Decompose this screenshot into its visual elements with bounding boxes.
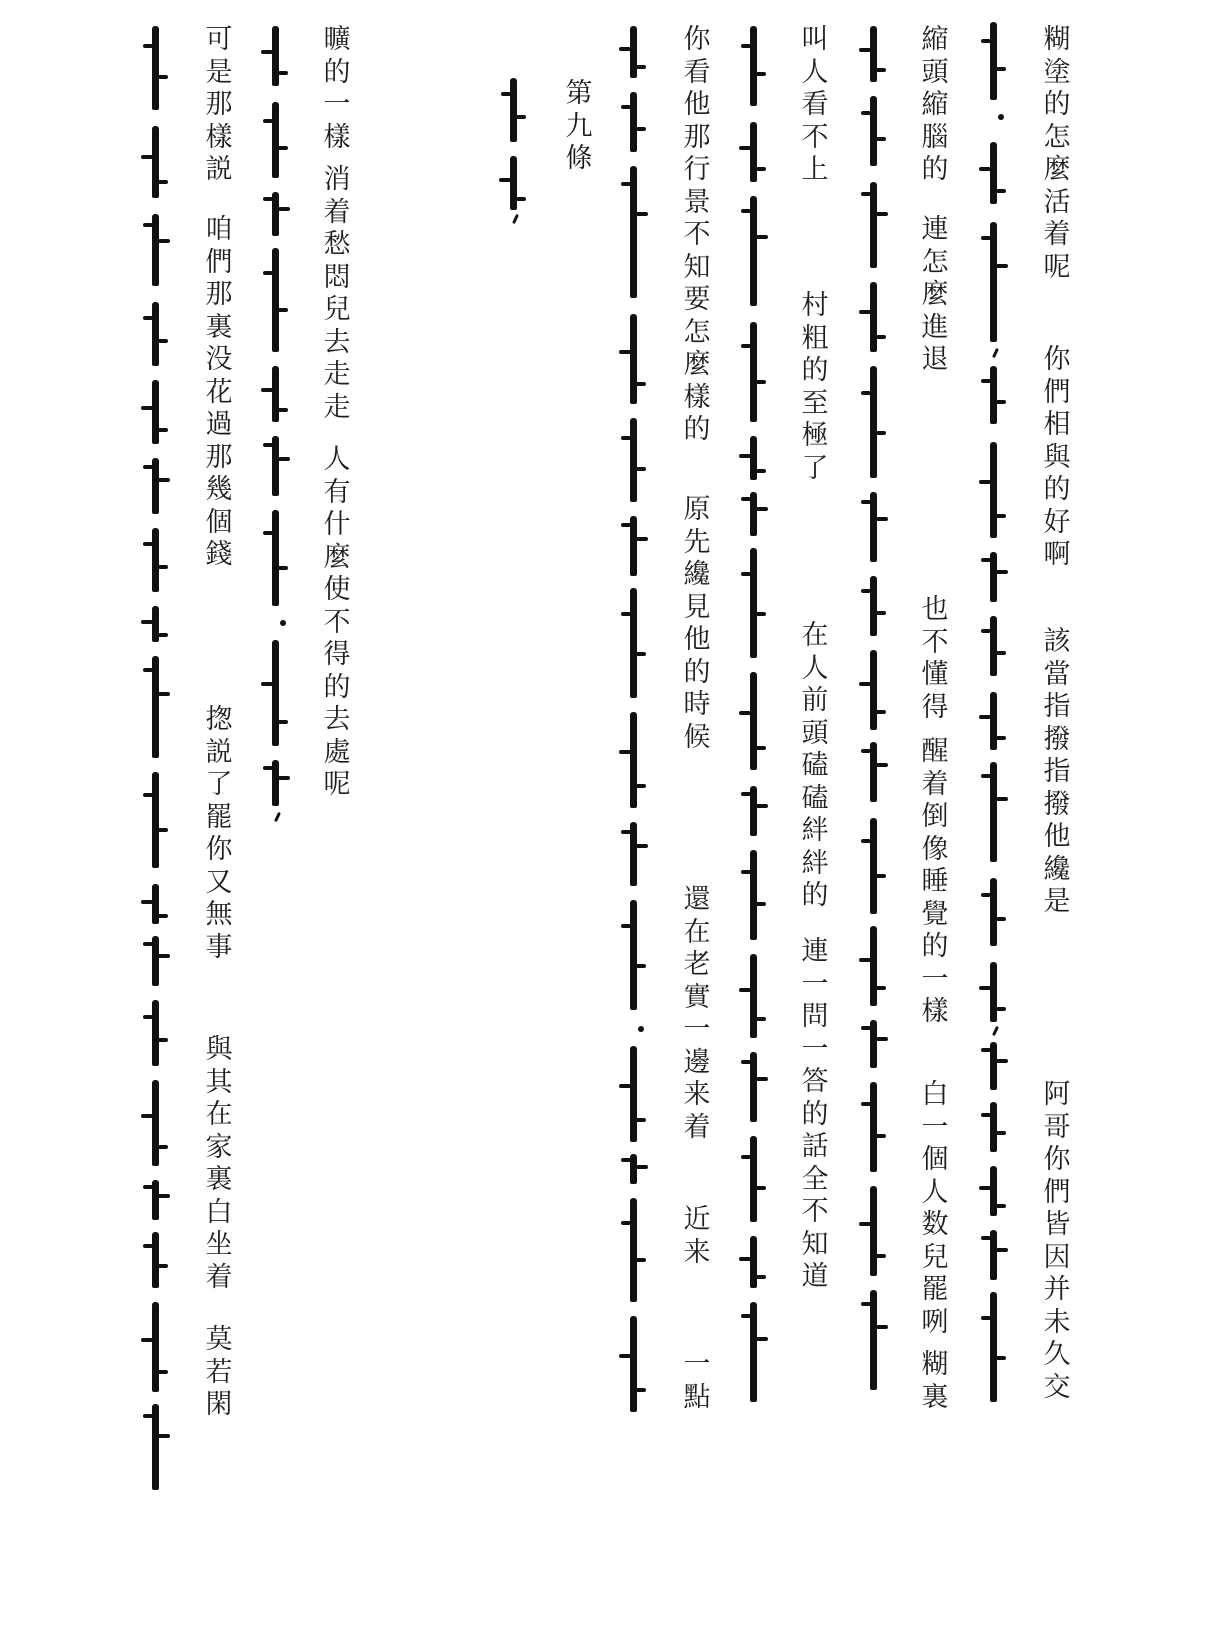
gloss-segment: 人有什麼使不得的去處呢 bbox=[323, 444, 351, 800]
gloss-segment: 阿哥你們皆因并未久交 bbox=[1043, 1079, 1071, 1403]
manchu-word bbox=[152, 528, 159, 592]
manchu-word bbox=[990, 1166, 997, 1216]
manchu-word bbox=[750, 1236, 757, 1288]
manchu-word bbox=[750, 1136, 757, 1222]
manchu-word bbox=[152, 884, 159, 924]
manchu-word bbox=[990, 1230, 997, 1280]
manchu-word bbox=[750, 672, 757, 770]
manchu-word bbox=[272, 102, 279, 178]
manchu-word bbox=[510, 78, 517, 142]
manchu-word bbox=[630, 822, 637, 886]
gloss-segment: 叫人看不上 bbox=[801, 24, 829, 185]
gloss-segment: 近来 bbox=[683, 1204, 711, 1268]
manchu-word bbox=[990, 22, 997, 100]
manchu-word bbox=[750, 548, 757, 658]
manchu-word bbox=[990, 142, 997, 204]
manchu-word bbox=[152, 126, 159, 198]
gloss-column-3 bbox=[798, 24, 832, 1404]
manchu-word bbox=[152, 214, 159, 286]
manchu-word bbox=[630, 1154, 637, 1184]
manchu-word bbox=[990, 1102, 997, 1152]
manchu-word bbox=[990, 366, 997, 424]
gloss-column-2 bbox=[918, 24, 952, 1413]
manchu-punctuation bbox=[512, 214, 519, 224]
gloss-column-4 bbox=[680, 24, 714, 1413]
manchu-word bbox=[870, 1186, 877, 1276]
gloss-segment: 縮頭縮腦的 bbox=[921, 24, 949, 185]
manchu-word bbox=[870, 1290, 877, 1390]
manchu-word bbox=[152, 458, 159, 514]
manchu-word bbox=[870, 366, 877, 478]
gloss-column-5 bbox=[320, 24, 354, 924]
gloss-segment: 曠的一樣 bbox=[323, 24, 351, 153]
manchu-word bbox=[510, 156, 517, 210]
manchu-punctuation bbox=[274, 812, 281, 822]
manchu-word bbox=[152, 1080, 159, 1166]
manchu-word bbox=[750, 196, 757, 306]
manchu-word bbox=[152, 380, 159, 444]
manchu-word bbox=[990, 616, 997, 676]
gloss-segment: 原先纔見他的時候 bbox=[683, 494, 711, 753]
manchu-word bbox=[152, 606, 159, 642]
gloss-segment: 糊裏 bbox=[921, 1349, 949, 1413]
manchu-word bbox=[630, 314, 637, 404]
gloss-segment: 該當指撥指撥他纔是 bbox=[1043, 626, 1071, 917]
manchu-word bbox=[272, 26, 279, 86]
manchu-word bbox=[630, 588, 637, 698]
gloss-segment: 連怎麼進退 bbox=[921, 214, 949, 375]
manchu-word bbox=[750, 954, 757, 1038]
manchu-word bbox=[990, 878, 997, 946]
manchu-word bbox=[990, 1292, 997, 1402]
gloss-segment: 村粗的至極了 bbox=[801, 290, 829, 484]
gloss-segment: 還在老實一邊来着 bbox=[683, 884, 711, 1143]
manchu-word bbox=[630, 92, 637, 152]
manchu-word bbox=[990, 222, 997, 342]
manchu-word bbox=[870, 576, 877, 636]
manchu-word bbox=[870, 926, 877, 1006]
manchu-word bbox=[750, 26, 757, 106]
manchu-word bbox=[990, 442, 997, 538]
manchu-word bbox=[152, 1404, 159, 1490]
gloss-segment: 與其在家裏白坐着 bbox=[205, 1034, 233, 1293]
manchu-dot bbox=[638, 1026, 644, 1032]
manchu-word bbox=[630, 1316, 637, 1412]
manchu-word bbox=[990, 762, 997, 862]
manchu-word bbox=[750, 436, 757, 480]
gloss-segment: 也不懂得 bbox=[921, 594, 949, 723]
manchu-word bbox=[152, 936, 159, 986]
manchu-word bbox=[152, 302, 159, 366]
manchu-column-6 bbox=[138, 26, 174, 1426]
manchu-column-1 bbox=[976, 22, 1012, 1422]
manchu-word bbox=[750, 1052, 757, 1122]
manchu-word bbox=[630, 900, 637, 1010]
manchu-word bbox=[272, 760, 279, 806]
manchu-punctuation bbox=[992, 348, 999, 358]
manchu-word bbox=[630, 418, 637, 502]
manchu-word bbox=[152, 1302, 159, 1392]
manchu-punctuation bbox=[992, 1026, 999, 1036]
manchu-word bbox=[630, 1046, 637, 1142]
gloss-segment: 咱們那裏没花過那幾個錢 bbox=[205, 214, 233, 570]
manchu-word bbox=[272, 510, 279, 606]
manchu-column-5 bbox=[258, 26, 294, 846]
manchu-word bbox=[630, 1198, 637, 1302]
manchu-dot bbox=[280, 620, 286, 626]
manchu-word bbox=[630, 26, 637, 78]
gloss-column-6 bbox=[202, 24, 236, 1420]
gloss-segment: 白一個人数兒罷咧 bbox=[921, 1079, 949, 1338]
gloss-segment: 你看他那行景不知要怎麼樣的 bbox=[683, 24, 711, 445]
manchu-word bbox=[870, 742, 877, 802]
manchu-word bbox=[272, 640, 279, 746]
gloss-segment: 醒着倒像睡覺的一樣 bbox=[921, 736, 949, 1027]
manchu-word bbox=[152, 656, 159, 758]
gloss-segment: 你們相與的好啊 bbox=[1043, 344, 1071, 570]
manchu-word bbox=[750, 492, 757, 536]
manchu-word bbox=[750, 850, 757, 940]
manchu-word bbox=[630, 166, 637, 298]
manchu-word bbox=[152, 772, 159, 868]
manchu-column-4 bbox=[616, 26, 652, 1426]
manchu-word bbox=[870, 96, 877, 166]
manchu-word bbox=[870, 1020, 877, 1068]
manchu-dot bbox=[998, 114, 1004, 120]
manchu-word bbox=[870, 1082, 877, 1172]
manchu-word bbox=[272, 192, 279, 236]
manchu-word bbox=[870, 818, 877, 914]
manchu-word bbox=[870, 492, 877, 562]
gloss-segment: 糊塗的怎麼活着呢 bbox=[1043, 24, 1071, 283]
manchu-word bbox=[272, 366, 279, 422]
gloss-segment: 消着愁悶兒去走走 bbox=[323, 164, 351, 423]
manchu-word bbox=[152, 1180, 159, 1220]
manchu-word bbox=[750, 122, 757, 182]
manchu-column-3 bbox=[736, 26, 772, 1426]
manchu-word bbox=[990, 1042, 997, 1090]
manchu-word bbox=[750, 786, 757, 836]
manchu-word bbox=[990, 962, 997, 1022]
manchu-word bbox=[990, 552, 997, 602]
manchu-word bbox=[152, 1232, 159, 1288]
manchu-word bbox=[750, 1302, 757, 1402]
gloss-segment: 可是那樣説 bbox=[205, 24, 233, 185]
gloss-segment: 一點 bbox=[683, 1349, 711, 1413]
manchu-word bbox=[750, 322, 757, 422]
manchu-word bbox=[870, 282, 877, 352]
manchu-word bbox=[152, 26, 159, 110]
manchu-word bbox=[990, 692, 997, 750]
gloss-segment: 連一問一答的話全不知道 bbox=[801, 936, 829, 1292]
manchu-word bbox=[870, 650, 877, 730]
manchu-word bbox=[630, 516, 637, 576]
chapter-title: 第九條 bbox=[565, 78, 593, 174]
gloss-segment: 揔説了罷你又無事 bbox=[205, 704, 233, 963]
gloss-segment: 莫若閑 bbox=[205, 1324, 233, 1420]
manchu-word bbox=[272, 436, 279, 496]
manchu-chapter-title bbox=[496, 78, 532, 238]
gloss-segment: 在人前頭磕磕絆絆的 bbox=[801, 620, 829, 911]
manchu-word bbox=[272, 248, 279, 352]
manchu-word bbox=[630, 712, 637, 808]
manchu-column-2 bbox=[856, 26, 892, 1426]
manchu-word bbox=[870, 182, 877, 268]
manchu-word bbox=[870, 26, 877, 82]
manchu-word bbox=[152, 1000, 159, 1066]
gloss-column-1 bbox=[1040, 24, 1074, 1404]
